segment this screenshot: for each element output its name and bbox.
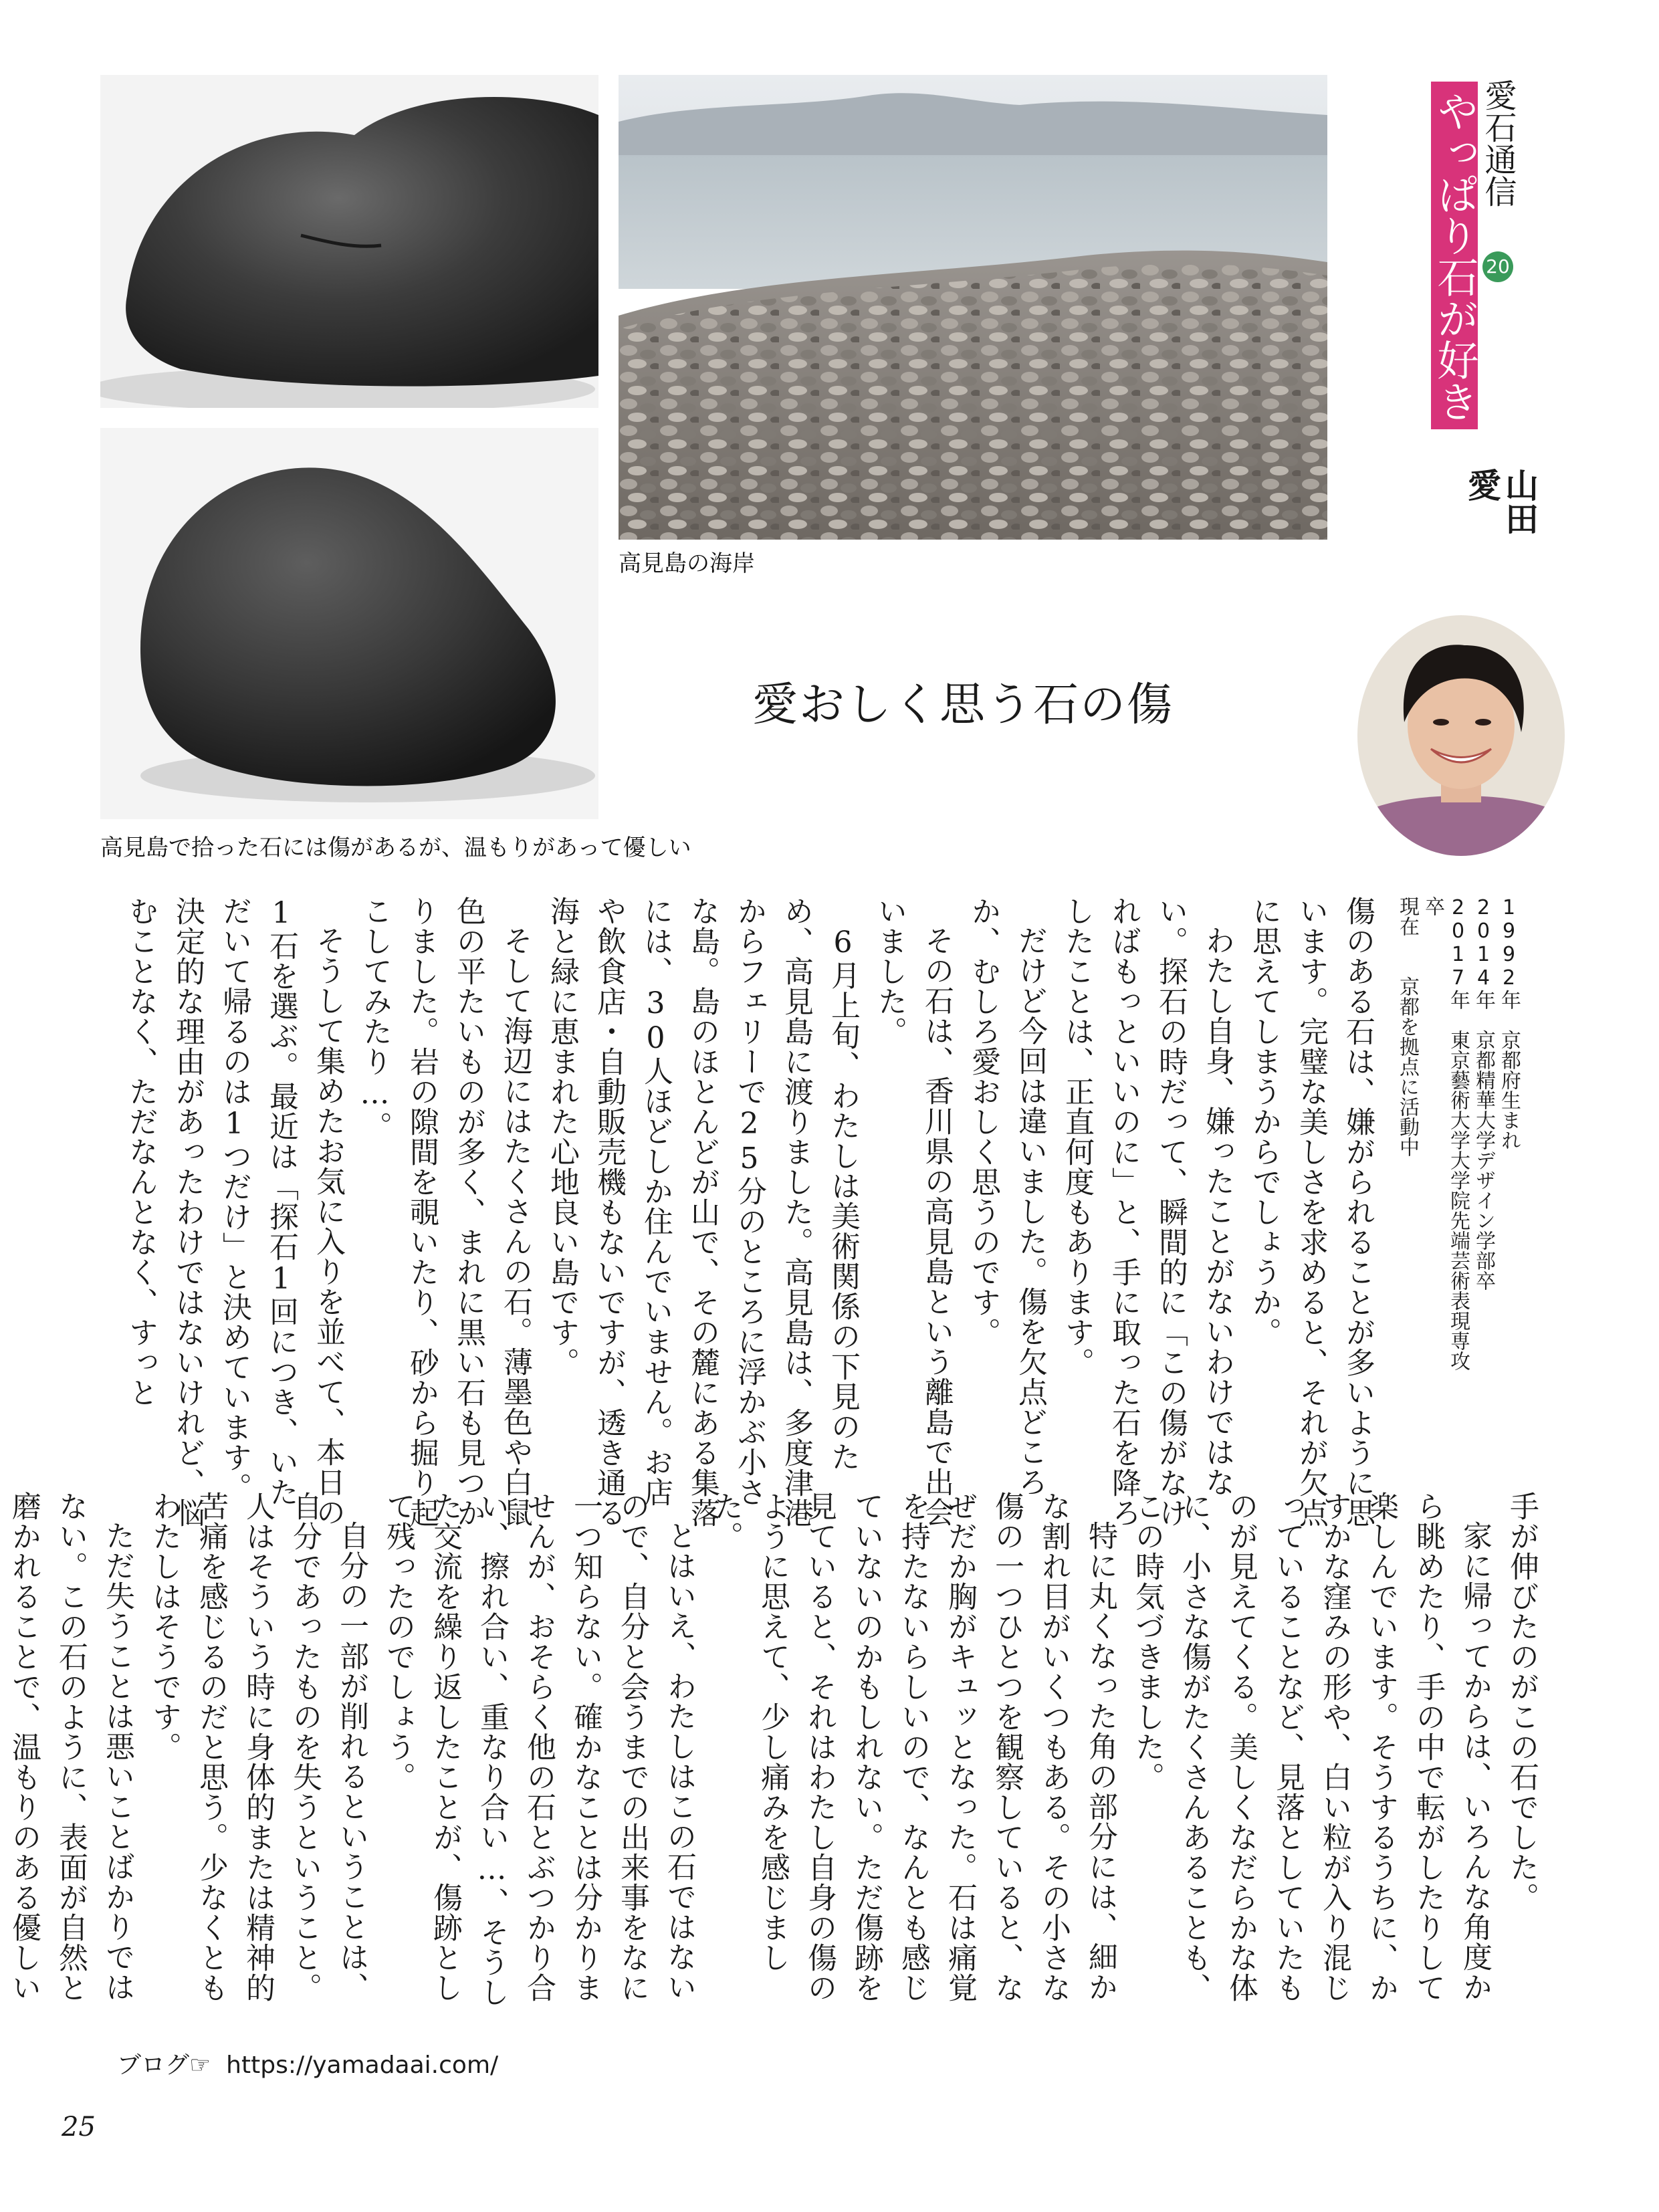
- body-paragraph: 家に帰ってからは、いろんな角度から眺めたり、手の中で転がしたりして楽しんでいます。そうするうちに、かすかな窪みの形や、白い粒が入り混じっていることなど、見落としていたものが見えてくる。美しくなだらかな体に、小さな傷がたくさんあることも、この時気づきました。: [1130, 1491, 1492, 2003]
- body-paragraph: ただ失うことは悪いことばかりではない。この石のように、表面が自然と磨かれることで、温もりのある優しい: [7, 1491, 134, 2003]
- blog-url[interactable]: https://yamadaai.com/: [226, 2052, 499, 2079]
- series-number: 20: [1482, 251, 1513, 282]
- stones-caption: 高見島で拾った石には傷があるが、温もりがあって優しい: [100, 835, 691, 861]
- author-family-name: 山田: [1500, 468, 1539, 535]
- article-body-lower: [7, 1491, 1545, 2026]
- body-paragraph: そして海辺にはたくさんの石。薄墨色や白鼠色の平たいものが多く、まれに黒い石も見つかりました。岩の隙間を覗いたり、砂から掘り起こしてみたり…。: [358, 896, 532, 1528]
- body-paragraph: 手が伸びたのがこの石でした。: [1505, 1491, 1539, 1912]
- body-paragraph: とはいえ、わたしはこの石ではないので、自分と会うまでの出来事をなに一つ知らない。確かなことは分かりませんが、おそらく他の石とぶつかり合い、擦れ合い、重なり合い…、そうした交流を繰り返したことが、傷跡として残ったのでしょう。: [381, 1491, 696, 2007]
- author-portrait: [1357, 615, 1565, 856]
- author-given-name: 愛: [1462, 468, 1502, 502]
- page-number: 25: [62, 2112, 96, 2142]
- body-paragraph: 特に丸くなった角の部分には、細かな割れ目がいくつもある。その小さな傷の一つひとつを観察していると、なぜだか胸がキュッとなった。石は痛覚を持たないらしいので、なんとも感じていないのかもしれない。ただ傷跡を見ていると、それはわたし自身の傷のように思えて、少し痛みを感じました。: [709, 1491, 1117, 2003]
- body-paragraph: 6月上旬、わたしは美術関係の下見のため、高見島に渡りました。高見島は、多度津港からフェリーで25分のところに浮かぶ小さな島。島のほとんどが山で、その麓にある集落には、30人ほどしか住んでいません。お店や飲食店・自動販売機もないですが、透き通る海と緑に恵まれた心地良い島です。: [545, 896, 860, 1528]
- series-name: 愛石通信: [1479, 79, 1517, 207]
- coast-caption: 高見島の海岸: [619, 550, 755, 577]
- body-paragraph: その石は、香川県の高見島という離島で出会いました。: [873, 896, 954, 1527]
- coast-photo: [619, 75, 1327, 540]
- blog-label: ブログ☞: [117, 2052, 211, 2079]
- stone-photo-bottom: [100, 428, 598, 819]
- body-paragraph: だけど今回は違いました。傷を欠点どころか、むしろ愛おしく思うのです。: [966, 896, 1047, 1497]
- profile-line: 2014年 京都精華大学デザイン学部卒: [1472, 896, 1495, 1291]
- series-label: [1478, 79, 1518, 282]
- profile-line: 1992年 京都府生まれ: [1497, 896, 1521, 1150]
- article-headline: 愛おしく思う石の傷: [752, 679, 1174, 732]
- author-name: [1463, 468, 1538, 535]
- body-paragraph: わたし自身、嫌ったことがないわけではない。探石の時だって、瞬間的に「この傷がなければもっといいのに」と、手に取った石を降ろしたことは、正直何度もあります。: [1060, 896, 1234, 1528]
- profile-line: 現在 京都を拠点に活動中: [1396, 896, 1419, 1157]
- body-paragraph: そうして集めたお気に入りを並べて、本日の1石を選ぶ。最近は「探石1回につき、いただいて帰るのは1つだけ」と決めています。決定的な理由があったわけではないけれど、悩むことなく、ただなんとなく、すっと: [124, 896, 345, 1528]
- series-title: やっぱり石が好きっ: [1384, 90, 1479, 422]
- article-body-upper: [107, 896, 1381, 1531]
- author-profile: [1394, 896, 1521, 1377]
- blog-link[interactable]: [117, 2046, 498, 2080]
- profile-line: 2017年 東京藝術大学大学院先端芸術表現専攻卒: [1421, 896, 1470, 1371]
- stone-photo-top: [100, 75, 598, 408]
- body-paragraph: 傷のある石は、嫌がられることが多いように思います。完璧な美しさを求めると、それが欠点に思えてしまうからでしょうか。: [1247, 896, 1375, 1528]
- body-paragraph: 自分の一部が削れるということは、自分であったものを失うということ。人はそういう時に身体的または精神的苦痛を感じるのだと思う。少なくともわたしはそうです。: [147, 1491, 368, 2003]
